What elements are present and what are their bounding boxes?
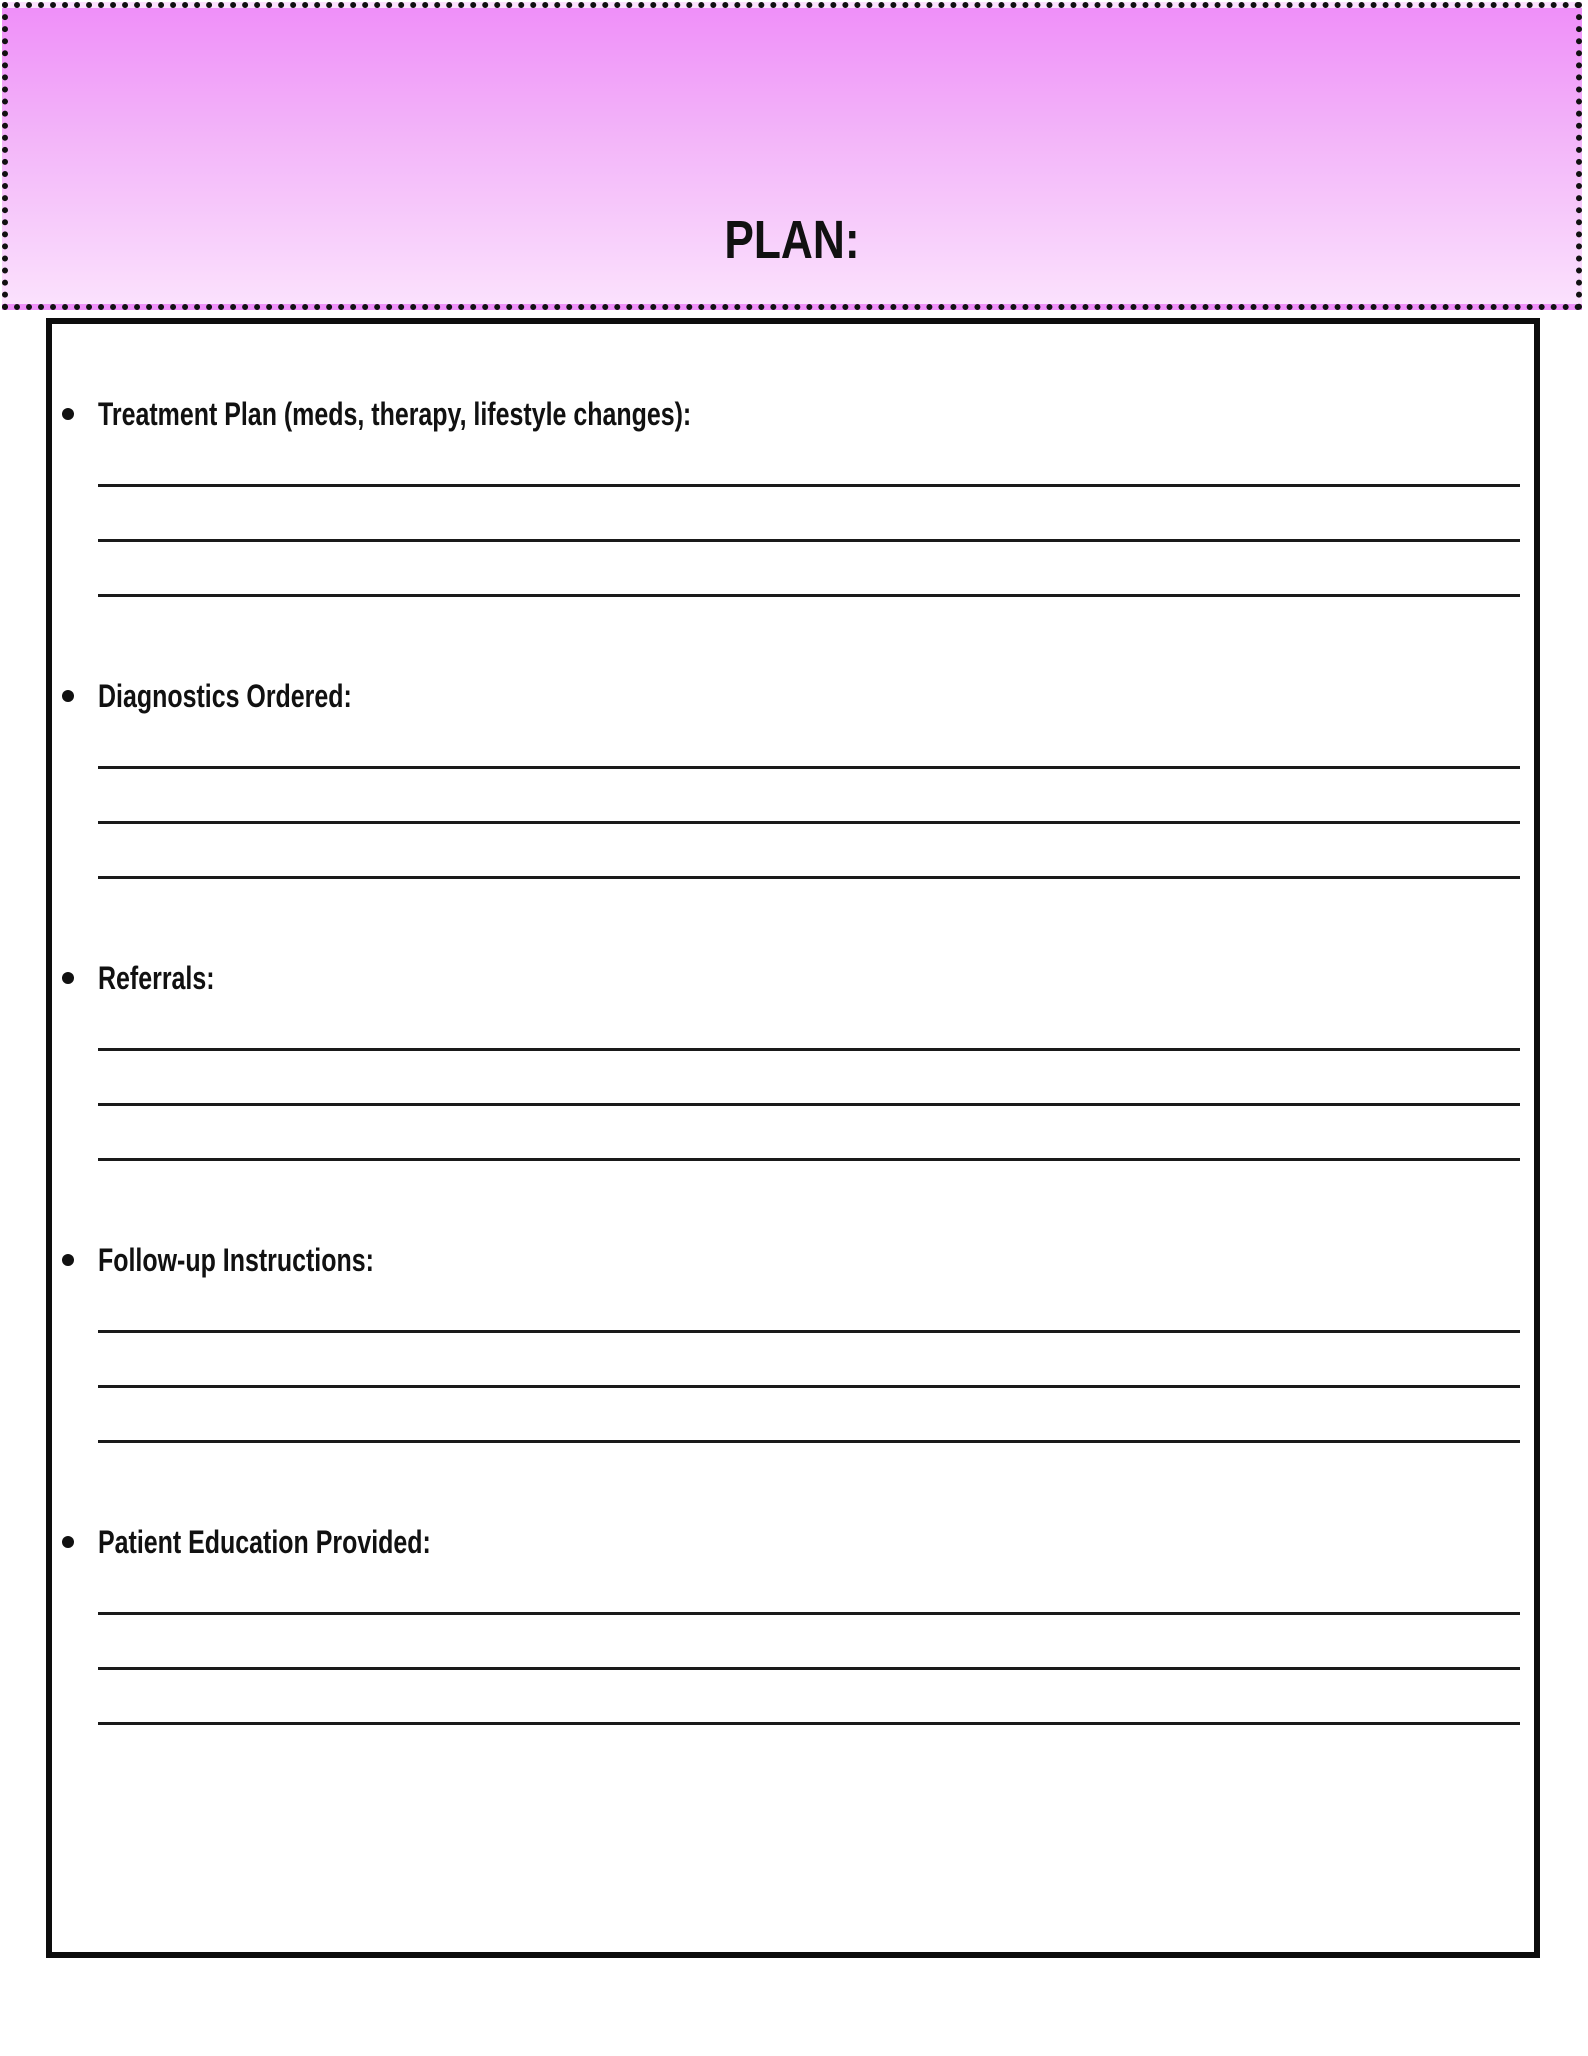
writing-line[interactable] xyxy=(98,876,1520,879)
plan-form xyxy=(46,318,1540,1958)
writing-line[interactable] xyxy=(98,594,1520,597)
section-label: Treatment Plan (meds, therapy, lifestyle changes): xyxy=(98,396,692,432)
writing-line[interactable] xyxy=(98,1048,1520,1051)
section-label: Diagnostics Ordered: xyxy=(98,678,352,714)
writing-line[interactable] xyxy=(98,484,1520,487)
writing-line[interactable] xyxy=(98,1612,1520,1615)
bullet-icon xyxy=(62,1254,74,1266)
section-label: Referrals: xyxy=(98,960,215,996)
bullet-icon xyxy=(62,972,74,984)
header-banner xyxy=(2,2,1582,310)
bullet-icon xyxy=(62,1536,74,1548)
writing-line[interactable] xyxy=(98,1158,1520,1161)
writing-line[interactable] xyxy=(98,766,1520,769)
writing-line[interactable] xyxy=(98,821,1520,824)
bullet-icon xyxy=(62,690,74,702)
bullet-icon xyxy=(62,408,74,420)
section-label: Patient Education Provided: xyxy=(98,1524,431,1560)
writing-line[interactable] xyxy=(98,1667,1520,1670)
writing-line[interactable] xyxy=(98,1722,1520,1725)
writing-line[interactable] xyxy=(98,1103,1520,1106)
writing-line[interactable] xyxy=(98,1330,1520,1333)
writing-line[interactable] xyxy=(98,1440,1520,1443)
writing-line[interactable] xyxy=(98,1385,1520,1388)
page-title: PLAN: xyxy=(724,210,860,270)
section-label: Follow-up Instructions: xyxy=(98,1242,374,1278)
writing-line[interactable] xyxy=(98,539,1520,542)
